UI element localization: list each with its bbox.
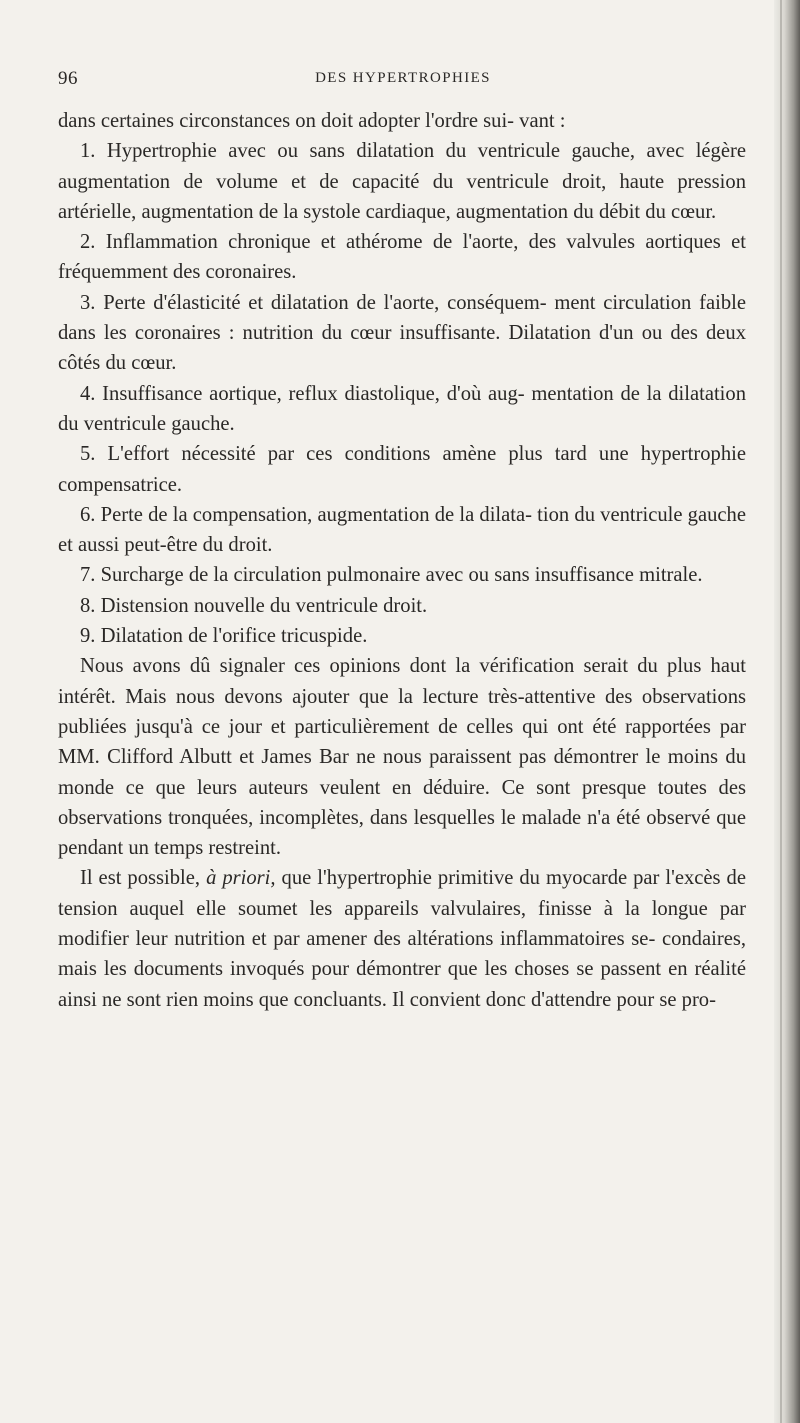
list-item: 8. Distension nouvelle du ventricule droit. — [80, 594, 428, 617]
list-item: 2. Inflammation chronique et athérome de l'aorte, des valvules aortiques et fréquemment des coronaires. — [58, 231, 746, 284]
list-item: 6. Perte de la compensation, augmentation de la dilata- tion du ventricule gauche et aussi peut-être du droit. — [58, 503, 746, 557]
page-edge-shadow — [774, 0, 800, 1423]
emphasis-text: à priori, — [206, 867, 276, 890]
list-item: 7. Surcharge de la circulation pulmonaire avec ou sans insuffisance mitrale. — [80, 564, 703, 587]
list-item: 1. Hypertrophie avec ou sans dilatation du ventricule gauche, avec légère augmentation de volume et de capacité du ventricule droit, haute pression artérielle, augmentation de la systole cardiaque, augmentation du débit du cœur. — [58, 140, 746, 223]
text-block — [58, 106, 746, 1015]
intro-paragraph: dans certaines circonstances on doit adopter l'ordre sui- vant : — [58, 110, 566, 132]
paragraph-text: que l'hypertrophie primitive du myocarde par l'excès de tension auquel elle soumet les appareils valvulaires, finisse à la longue par modifier leur nutrition et par amener des altérations inflammatoires se- condaires, mais les documents invoqués pour démontrer que les choses se passent en réalité ainsi ne sont rien moins que concluants. Il convient donc d'attendre pour se pro- — [58, 867, 746, 1011]
body-paragraph — [58, 863, 746, 1014]
page-header — [58, 68, 748, 92]
list-item: 9. Dilatation de l'orifice tricuspide. — [80, 625, 368, 648]
page-number: 96 — [58, 68, 78, 89]
body-paragraph: Nous avons dû signaler ces opinions dont la vérification serait du plus haut intérêt. Mais nous devons ajouter que la lecture très-attentive des observations publiées jusqu'à ce jour et particulièrement de celles qui ont été rapportées par MM. Clifford Albutt et James Bar ne nous paraissent pas démontrer le moins du monde ce que leurs auteurs veulent en déduire. Ce sont presque toutes des observations tronquées, incomplètes, dans lesquelles le malade n'a été observé que pendant un temps restreint. — [58, 655, 746, 860]
running-head: DES HYPERTROPHIES — [315, 70, 491, 86]
list-item: 3. Perte d'élasticité et dilatation de l'aorte, conséquem- ment circulation faible dans les coronaires : nutrition du cœur insuffisante. Dilatation d'un ou des deux côtés du cœur. — [58, 291, 746, 375]
list-item: 5. L'effort nécessité par ces conditions amène plus tard une hypertrophie compensatrice. — [58, 443, 746, 496]
paragraph-text: Il est possible, — [80, 867, 207, 890]
list-item: 4. Insuffisance aortique, reflux diastolique, d'où aug- mentation de la dilatation du ventricule gauche. — [58, 382, 746, 435]
